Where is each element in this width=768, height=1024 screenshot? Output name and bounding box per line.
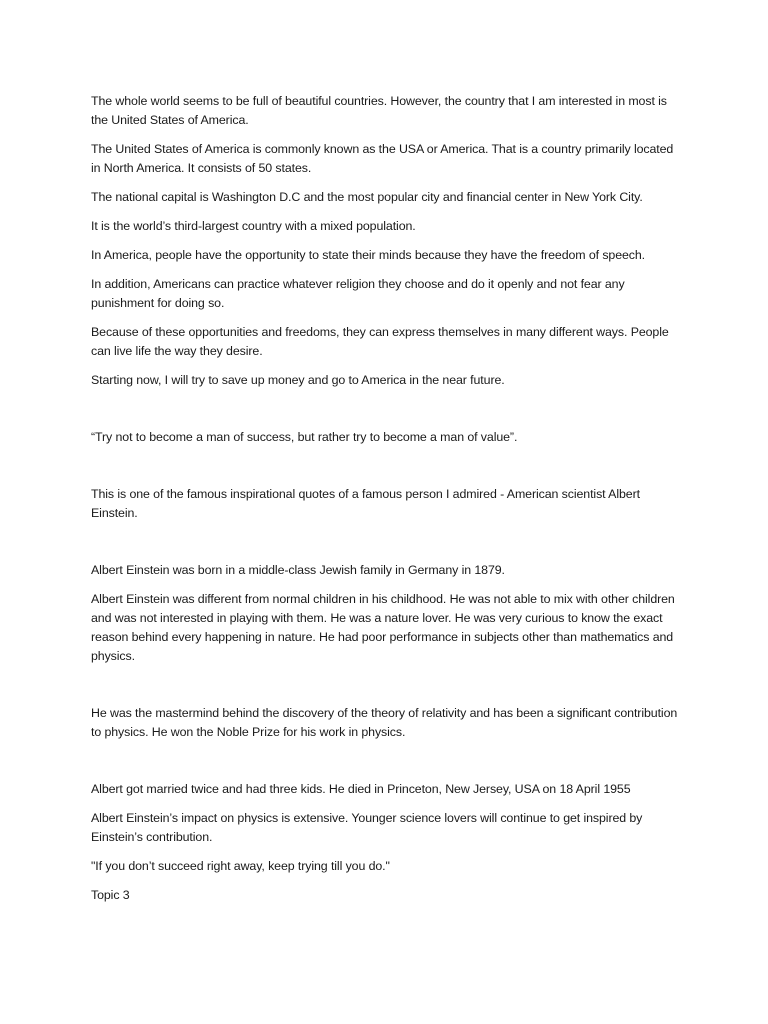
paragraph-topic-heading: Topic 3	[91, 888, 130, 902]
paragraph-usa-overview: The United States of America is commonly known as the USA or America. That is a country primarily located in North America. It consists of 50 states.	[91, 142, 674, 175]
paragraph-religion: In addition, Americans can practice whatever religion they choose and do it openly and not fear any punishment for doing so.	[91, 277, 625, 310]
paragraph-quote-value: “Try not to become a man of success, but rather try to become a man of value”.	[91, 430, 518, 444]
paragraph-opportunities: Because of these opportunities and freedoms, they can express themselves in many different ways. People can live life the way they desire.	[91, 325, 669, 358]
paragraph-family-death: Albert got married twice and had three kids. He died in Princeton, New Jersey, USA on 18 April 1955	[91, 782, 631, 796]
paragraph-relativity: He was the mastermind behind the discovery of the theory of relativity and has been a significant contribution to physics. He won the Noble Prize for his work in physics.	[91, 706, 678, 739]
paragraph-quote-succeed: "If you don’t succeed right away, keep trying till you do."	[91, 859, 390, 873]
paragraph-plan: Starting now, I will try to save up money and go to America in the near future.	[91, 373, 505, 387]
paragraph-impact: Albert Einstein’s impact on physics is extensive. Younger science lovers will continue to get inspired by Einstein’s contribution.	[91, 811, 643, 844]
paragraph-einstein-intro: This is one of the famous inspirational quotes of a famous person I admired - American scientist Albert Einstein.	[91, 487, 640, 520]
paragraph-einstein-birth: Albert Einstein was born in a middle-class Jewish family in Germany in 1879.	[91, 563, 505, 577]
paragraph-population: It is the world’s third-largest country with a mixed population.	[91, 219, 416, 233]
paragraph-intro: The whole world seems to be full of beautiful countries. However, the country that I am interested in most is the United States of America.	[91, 94, 667, 127]
paragraph-freedom-speech: In America, people have the opportunity to state their minds because they have the freedom of speech.	[91, 248, 646, 262]
paragraph-einstein-childhood: Albert Einstein was different from normal children in his childhood. He was not able to mix with other children and was not interested in playing with them. He was a nature lover. He was very curious to know the exact reason behind every happening in nature. He had poor performance in subjects other than mathematics and physics.	[91, 592, 675, 663]
paragraph-capital: The national capital is Washington D.C and the most popular city and financial center in New York City.	[91, 190, 643, 204]
